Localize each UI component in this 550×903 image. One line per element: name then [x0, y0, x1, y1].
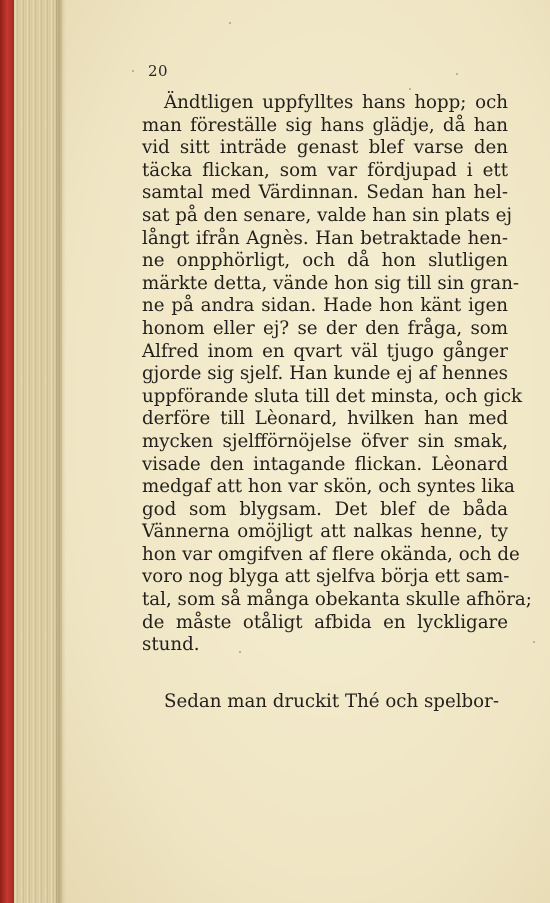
paragraph-2: [142, 691, 508, 714]
paper-speck: [239, 651, 241, 653]
paragraph-1: [142, 92, 532, 657]
text-line: uppförande sluta till det minsta, och gick: [142, 385, 523, 407]
paper-speck: [456, 73, 458, 75]
text-line: ne onpphörligt, och då hon slutligen: [142, 250, 508, 272]
book-cover-edge: [0, 0, 14, 903]
text-line: sat på den senare, valde han sin plats ej: [142, 204, 513, 226]
text-line: långt ifrån Agnès. Han betraktade hen-: [142, 227, 508, 249]
gutter-shadow: [56, 0, 66, 903]
text-line: vid sitt inträde genast blef varse den: [142, 137, 508, 159]
page-number: 20: [148, 62, 169, 80]
text-line: mycken sjelfförnöjelse öfver sin smak,: [142, 430, 508, 452]
text-line: voro nog blyga att sjelfva börja ett sam-: [142, 566, 510, 588]
text-line: Alfred inom en qvart väl tjugo gånger: [142, 340, 508, 362]
text-line: Ändtligen uppfylltes hans hopp; och: [164, 92, 508, 113]
text-line: derföre till Lèonard, hvilken han med: [142, 408, 508, 430]
paper-speck: [533, 641, 535, 643]
text-line: god som blygsam. Det blef de båda: [142, 498, 508, 520]
text-line: honom eller ej? se der den fråga, som: [142, 317, 508, 339]
text-line: tal, som så många obekanta skulle afhöra;: [142, 589, 532, 611]
text-line: märkte detta, vände hon sig till sin gran-: [142, 272, 520, 294]
text-line: samtal med Värdinnan. Sedan han hel-: [142, 182, 508, 204]
text-line: Sedan man druckit Thé och spelbor-: [164, 691, 499, 712]
text-line: stund.: [142, 634, 200, 656]
paper-speck: [132, 70, 134, 72]
text-line: ne på andra sidan. Hade hon känt igen: [142, 295, 508, 317]
text-line: täcka flickan, som var fördjupad i ett: [142, 159, 508, 181]
text-line: Vännerna omöjligt att nalkas henne, ty: [142, 521, 508, 543]
text-line: man föreställe sig hans glädje, då han: [142, 114, 508, 136]
text-line: de måste otåligt afbida en lyckligare: [142, 611, 508, 633]
text-line: gjorde sig sjelf. Han kunde ej af hennes: [142, 363, 508, 385]
paper-speck: [229, 22, 231, 24]
text-line: medgaf att hon var skön, och syntes lika: [142, 476, 515, 498]
text-line: visade den intagande flickan. Lèonard: [142, 453, 508, 475]
paper-speck: [409, 88, 411, 90]
text-line: hon var omgifven af flere okända, och de: [142, 543, 520, 565]
